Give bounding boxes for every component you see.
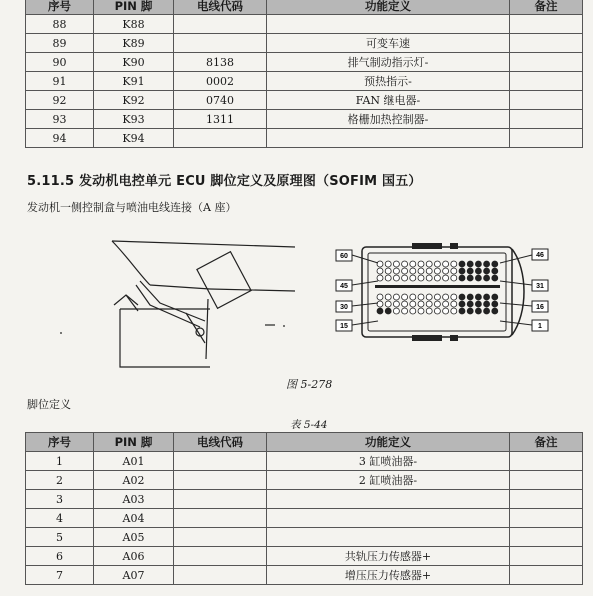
cell-func: 3 缸喷油器- <box>267 452 510 471</box>
pin-definition-label: 脚位定义 <box>27 398 71 411</box>
cell-no: 94 <box>26 129 94 148</box>
cell-pin: A06 <box>94 547 174 566</box>
table-row <box>26 509 583 528</box>
connector-pin <box>484 308 490 314</box>
connector-pin <box>451 294 457 300</box>
connector-pin <box>393 275 399 281</box>
connector-pin <box>434 308 440 314</box>
connector-pin <box>492 294 498 300</box>
cell-func: 预热指示- <box>267 72 510 91</box>
connector-pin <box>418 268 424 274</box>
connector-pin <box>467 301 473 307</box>
connector-pin <box>410 261 416 267</box>
cell-wire <box>174 528 267 547</box>
cell-func <box>267 528 510 547</box>
pin-label-46: 46 <box>536 252 544 259</box>
cell-note <box>510 452 583 471</box>
cell-note <box>510 547 583 566</box>
cell-note <box>510 110 583 129</box>
cell-note <box>510 566 583 585</box>
connector-pin <box>426 275 432 281</box>
connector-pin <box>492 308 498 314</box>
cell-note <box>510 509 583 528</box>
table-row <box>26 452 583 471</box>
connector-pin <box>410 294 416 300</box>
cell-func <box>267 129 510 148</box>
connector-pin <box>434 301 440 307</box>
connector-pin <box>459 261 465 267</box>
connector-pin <box>475 261 481 267</box>
cell-pin: K89 <box>94 34 174 53</box>
connector-pin <box>484 275 490 281</box>
cell-pin: K94 <box>94 129 174 148</box>
cell-func: 排气制动指示灯- <box>267 53 510 72</box>
cell-pin: K92 <box>94 91 174 110</box>
connector-pin <box>443 294 449 300</box>
connector-pin <box>418 261 424 267</box>
cell-no: 1 <box>26 452 94 471</box>
connector-pin <box>393 261 399 267</box>
cell-wire: 0002 <box>174 72 267 91</box>
connector-pin <box>377 308 383 314</box>
cell-func: 2 缸喷油器- <box>267 471 510 490</box>
ecu-connector-figure <box>0 225 593 375</box>
table-row <box>26 110 583 129</box>
cell-func: 可变车速 <box>267 34 510 53</box>
connector-pin <box>385 268 391 274</box>
table-row <box>26 34 583 53</box>
connector-pin <box>410 301 416 307</box>
connector-pin <box>459 268 465 274</box>
cell-wire <box>174 452 267 471</box>
connector-pin <box>385 301 391 307</box>
cell-pin: A04 <box>94 509 174 528</box>
connector-pin <box>459 308 465 314</box>
pin-label-60: 60 <box>340 253 348 260</box>
connector-pin <box>451 268 457 274</box>
connector-pin <box>410 275 416 281</box>
cell-pin: K90 <box>94 53 174 72</box>
cell-wire <box>174 547 267 566</box>
pin-label-16: 16 <box>536 304 544 311</box>
cell-wire <box>174 129 267 148</box>
connector-pin <box>451 308 457 314</box>
cell-no: 6 <box>26 547 94 566</box>
connector-pin <box>410 268 416 274</box>
cell-func: 格栅加热控制器- <box>267 110 510 129</box>
connector-pin <box>377 261 383 267</box>
cell-func <box>267 15 510 34</box>
connector-pin <box>451 261 457 267</box>
connector-pin <box>418 294 424 300</box>
col-header-note: 备注 <box>510 433 583 452</box>
connector-pin <box>492 268 498 274</box>
lower-pin-block <box>377 294 498 314</box>
section-heading: 5.11.5 发动机电控单元 ECU 脚位定义及原理图（SOFIM 国五） <box>27 174 422 189</box>
connector-pin <box>418 301 424 307</box>
connector-pin <box>443 308 449 314</box>
connector-pin <box>377 301 383 307</box>
pin-label-15: 15 <box>340 323 348 330</box>
harness-side-drawing <box>60 241 295 367</box>
connector-pin <box>434 268 440 274</box>
connector-pin <box>410 308 416 314</box>
connector-pin <box>385 308 391 314</box>
connector-pin <box>484 294 490 300</box>
connector-pin <box>426 261 432 267</box>
connector-pin <box>451 275 457 281</box>
top-table-body <box>26 15 583 148</box>
cell-wire <box>174 490 267 509</box>
connector-pin <box>393 308 399 314</box>
pin-label-31: 31 <box>536 283 544 290</box>
connector-pin <box>434 294 440 300</box>
connector-pin <box>402 275 408 281</box>
cell-pin: A02 <box>94 471 174 490</box>
connector-pin <box>377 275 383 281</box>
connector-pin <box>426 268 432 274</box>
table-row <box>26 566 583 585</box>
cell-no: 5 <box>26 528 94 547</box>
table-row <box>26 15 583 34</box>
table-row <box>26 72 583 91</box>
connector-pin <box>434 275 440 281</box>
cell-func: 增压压力传感器+ <box>267 566 510 585</box>
cell-pin: A05 <box>94 528 174 547</box>
connector-face <box>336 243 548 341</box>
cell-no: 3 <box>26 490 94 509</box>
connector-pin <box>402 261 408 267</box>
table-row <box>26 490 583 509</box>
connector-pin <box>475 275 481 281</box>
connector-pin <box>443 275 449 281</box>
connector-pin <box>434 261 440 267</box>
connector-pin <box>475 308 481 314</box>
table-row <box>26 528 583 547</box>
pin-label-30: 30 <box>340 304 348 311</box>
table-row <box>26 53 583 72</box>
col-header-pin: PIN 脚 <box>94 433 174 452</box>
cell-no: 7 <box>26 566 94 585</box>
table-caption: 表 5-44 <box>290 419 328 431</box>
cell-wire <box>174 34 267 53</box>
col-header-no: 序号 <box>26 0 94 15</box>
connector-pin <box>492 301 498 307</box>
cell-func: FAN 继电器- <box>267 91 510 110</box>
cell-pin: A01 <box>94 452 174 471</box>
bottom-table-body <box>26 452 583 585</box>
col-header-no: 序号 <box>26 433 94 452</box>
cell-func <box>267 509 510 528</box>
connector-pin <box>492 261 498 267</box>
connector-pin <box>475 294 481 300</box>
cell-note <box>510 490 583 509</box>
connector-pin <box>467 275 473 281</box>
col-header-pin: PIN 脚 <box>94 0 174 15</box>
connector-pin <box>418 275 424 281</box>
connector-pin <box>393 294 399 300</box>
connector-pin <box>467 294 473 300</box>
connector-pin <box>402 294 408 300</box>
cell-note <box>510 15 583 34</box>
connector-pin <box>385 294 391 300</box>
pin-label-1: 1 <box>538 323 542 330</box>
cell-no: 92 <box>26 91 94 110</box>
connector-pin <box>467 261 473 267</box>
connector-pin <box>402 268 408 274</box>
cell-wire <box>174 566 267 585</box>
connector-pin <box>459 294 465 300</box>
cell-note <box>510 528 583 547</box>
connector-pin <box>385 275 391 281</box>
cell-no: 89 <box>26 34 94 53</box>
table-row <box>26 471 583 490</box>
connector-pin <box>385 261 391 267</box>
cell-wire: 0740 <box>174 91 267 110</box>
upper-pin-block <box>377 261 498 281</box>
connector-pin <box>377 268 383 274</box>
col-header-func: 功能定义 <box>267 0 510 15</box>
connector-pin <box>467 268 473 274</box>
connector-pin <box>393 268 399 274</box>
cell-pin: A03 <box>94 490 174 509</box>
cell-note <box>510 53 583 72</box>
connector-pin <box>459 301 465 307</box>
connector-pin <box>402 301 408 307</box>
cell-pin: K93 <box>94 110 174 129</box>
cell-pin: A07 <box>94 566 174 585</box>
connector-pin <box>492 275 498 281</box>
pin-label-45: 45 <box>340 283 348 290</box>
cell-wire: 8138 <box>174 53 267 72</box>
cell-note <box>510 72 583 91</box>
connector-pin <box>402 308 408 314</box>
cell-note <box>510 91 583 110</box>
connector-pin <box>475 268 481 274</box>
connector-pin <box>426 294 432 300</box>
cell-no: 2 <box>26 471 94 490</box>
cell-pin: K91 <box>94 72 174 91</box>
cell-pin: K88 <box>94 15 174 34</box>
cell-func <box>267 490 510 509</box>
cell-no: 91 <box>26 72 94 91</box>
col-header-wire: 电线代码 <box>174 433 267 452</box>
connector-pin <box>475 301 481 307</box>
connector-pin <box>377 294 383 300</box>
cell-note <box>510 129 583 148</box>
connector-pin <box>426 308 432 314</box>
section-subline: 发动机一侧控制盒与喷油电线连接（A 座） <box>27 201 237 214</box>
cell-wire: 1311 <box>174 110 267 129</box>
table-row <box>26 91 583 110</box>
connector-pin <box>451 301 457 307</box>
bottom-pin-table <box>25 432 583 585</box>
table-row <box>26 129 583 148</box>
connector-pin <box>426 301 432 307</box>
cell-no: 88 <box>26 15 94 34</box>
col-header-wire: 电线代码 <box>174 0 267 15</box>
table-header-row <box>26 0 583 15</box>
cell-no: 93 <box>26 110 94 129</box>
table-header-row <box>26 433 583 452</box>
col-header-func: 功能定义 <box>267 433 510 452</box>
cell-no: 90 <box>26 53 94 72</box>
figure-caption: 图 5-278 <box>286 378 333 391</box>
cell-wire <box>174 509 267 528</box>
cell-note <box>510 471 583 490</box>
connector-pin <box>443 261 449 267</box>
connector-pin <box>393 301 399 307</box>
connector-pin <box>484 301 490 307</box>
connector-pin <box>418 308 424 314</box>
connector-pin <box>467 308 473 314</box>
cell-no: 4 <box>26 509 94 528</box>
cell-note <box>510 34 583 53</box>
table-row <box>26 547 583 566</box>
cell-func: 共轨压力传感器+ <box>267 547 510 566</box>
col-header-note: 备注 <box>510 0 583 15</box>
top-pin-table <box>25 0 583 148</box>
connector-pin <box>459 275 465 281</box>
connector-pin <box>484 261 490 267</box>
cell-wire <box>174 15 267 34</box>
connector-pin <box>484 268 490 274</box>
cell-wire <box>174 471 267 490</box>
connector-pin <box>443 301 449 307</box>
connector-pin <box>443 268 449 274</box>
